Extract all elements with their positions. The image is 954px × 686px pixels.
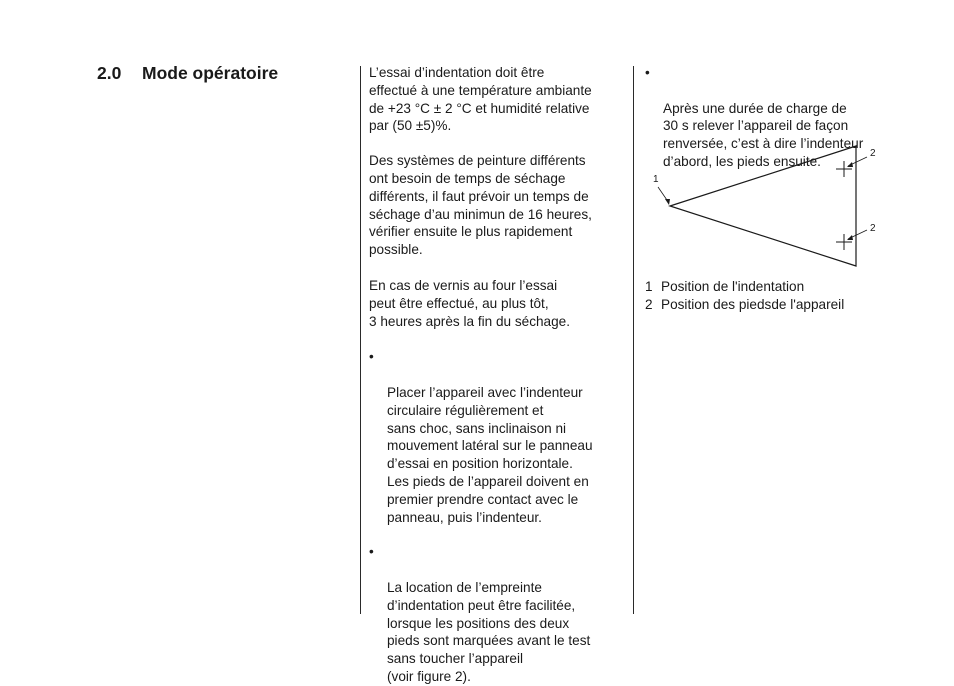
callout-label-foot-top: 2 <box>870 148 876 159</box>
legend-text: Position de l'indentation <box>661 279 805 294</box>
legend-number: 1 <box>645 279 653 294</box>
indentation-figure <box>645 140 885 272</box>
bullet-text: Après une durée de charge de 30 s relever l’appareil de façon renversée, c’est à dire l’indenteur d’abord, les pieds ensuite. <box>663 100 864 169</box>
legend-item <box>645 296 844 314</box>
bullet-place-device <box>369 348 629 526</box>
bullet-marker: • <box>369 349 374 365</box>
paragraph-ambient-conditions: L’essai d’indentation doit être effectué à une température ambiante de +23 °C ± 2 °C et humidité relative par (50 ±5)%. <box>369 65 592 134</box>
bullet-marker: • <box>369 544 374 560</box>
text-column-1 <box>369 64 629 686</box>
arrowhead-foot-bottom <box>847 235 853 240</box>
column-divider-right <box>633 66 634 614</box>
bullet-text: Placer l’appareil avec l’indenteur circulaire régulièrement et sans choc, sans inclinaison ni mouvement latéral sur le panneau d’essai en position horizontale. Les pieds de l’appareil doivent en premier prendre contact avec le panneau, puis l’indenteur. <box>387 384 593 525</box>
legend-item <box>645 278 844 296</box>
callout-label-indentation: 1 <box>653 174 659 185</box>
column-divider-left <box>360 66 361 614</box>
section-heading <box>97 63 278 84</box>
section-title: Mode opératoire <box>142 63 279 83</box>
callout-label-foot-bottom: 2 <box>870 223 876 234</box>
arrowhead-indentation <box>665 199 670 205</box>
legend-text: Position des piedsde l'appareil <box>661 296 845 312</box>
legend-number: 2 <box>645 296 653 312</box>
bullet-mark-feet <box>369 543 629 685</box>
paragraph-oven-varnish: En cas de vernis au four l’essai peut être effectué, au plus tôt, 3 heures après la fin du séchage. <box>369 277 571 329</box>
device-footprint-triangle <box>670 146 856 266</box>
section-number: 2.0 <box>97 63 122 83</box>
foot-mark-top <box>836 161 852 177</box>
foot-mark-bottom <box>836 234 852 250</box>
figure-legend <box>645 278 844 314</box>
paragraph-drying-time: Des systèmes de peinture différents ont besoin de temps de séchage différents, il faut prévoir un temps de séchage d’au minimun de 16 heures, vérifier ensuite le plus rapidement possible. <box>369 153 592 258</box>
arrowhead-foot-top <box>847 162 853 167</box>
bullet-marker: • <box>645 65 650 80</box>
bullet-text: La location de l’empreinte d’indentation peut être facilitée, lorsque les positions des deux pieds sont marquées avant le test sans toucher l’appareil (voir figure 2). <box>387 579 591 684</box>
